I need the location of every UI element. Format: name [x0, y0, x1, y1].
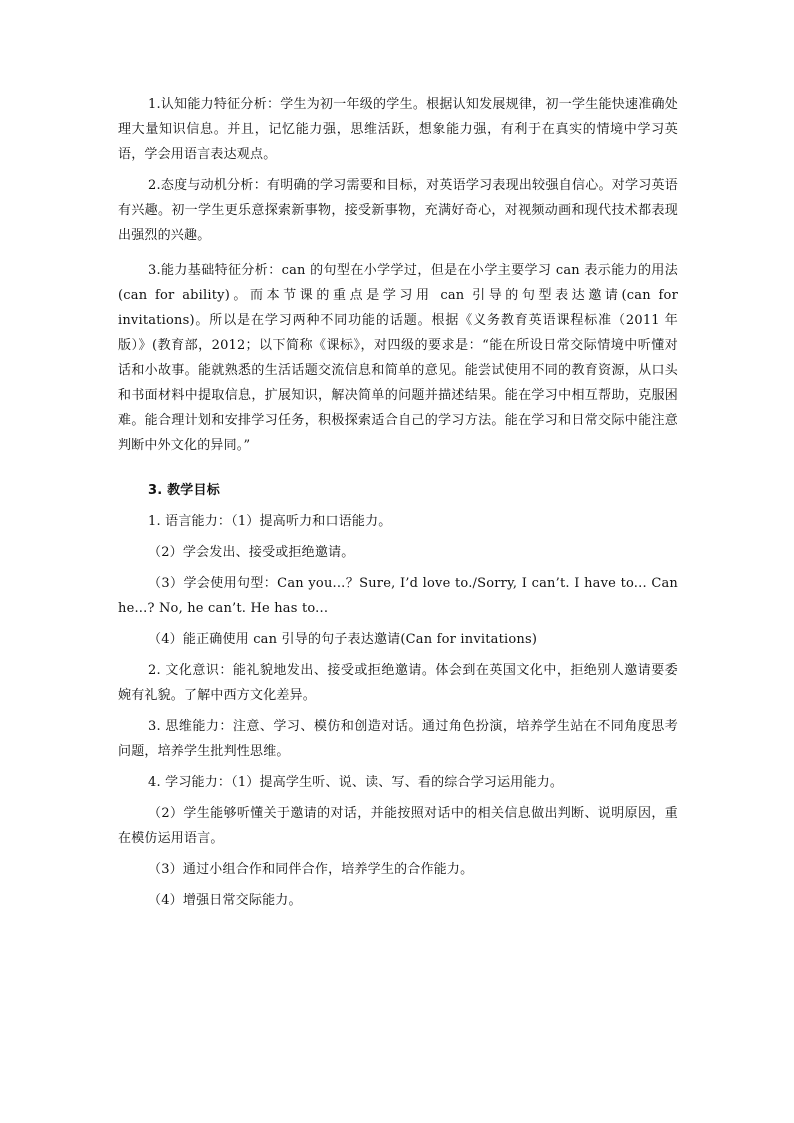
objective-learning-1: 4. 学习能力：（1）提高学生听、说、读、写、看的综合学习运用能力。 [148, 775, 564, 790]
analysis-ability-paragraph: 3.能力基础特征分析：can 的句型在小学学过，但是在小学主要学习 can 表示能力的用法(can for ability)。而本节课的重点是学习用 can 引导的句型表达邀请(can for invitations)。所以是在学习两种不同功能的话题。根据《义务教育英语课程标准（2011 年版）》(教育部，2012；以下简称《课标》，对四级的要求是：“能在所设日常交际情境中听懂对话和小故事。能就熟悉的生活话题交流信息和简单的意见。能尝试使用不同的教育资源，从口头和书面材料中提取信息，扩展知识，解决简单的问题并描述结果。能在学习中相互帮助，克服困难。能合理计划和安排学习任务，积极探索适合自己的学习方法。能在学习和日常交际中能注意判断中外文化的异同。” [118, 263, 678, 453]
objective-learning-3: （3）通过小组合作和同伴合作，培养学生的合作能力。 [148, 862, 474, 877]
analysis-attitude-paragraph: 2.态度与动机分析：有明确的学习需要和目标，对英语学习表现出较强自信心。对学习英语有兴趣。初一学生更乐意探索新事物，接受新事物，充满好奇心，对视频动画和现代技术都表现出强烈的兴趣。 [118, 178, 678, 243]
document-body [118, 92, 678, 913]
objective-language-3: （3）学会使用句型：Can you...？Sure, I’d love to./Sorry, I can’t. I have to... Can he...? No, he can’t. He has to... [118, 576, 678, 616]
objective-language-2: （2）学会发出、接受或拒绝邀请。 [148, 545, 355, 560]
objective-learning-2: （2）学生能够听懂关于邀请的对话，并能按照对话中的相关信息做出判断、说明原因，重在模仿运用语言。 [118, 806, 678, 846]
objective-learning-4: （4）增强日常交际能力。 [148, 893, 302, 908]
objectives-heading: 3. 教学目标 [148, 483, 220, 498]
objective-culture: 2. 文化意识：能礼貌地发出、接受或拒绝邀请。体会到在英国文化中，拒绝别人邀请要委婉有礼貌。了解中西方文化差异。 [118, 663, 678, 703]
objective-language-4: （4）能正确使用 can 引导的句子表达邀请(Can for invitations) [148, 632, 538, 647]
analysis-cognitive-paragraph: 1.认知能力特征分析：学生为初一年级的学生。根据认知发展规律，初一学生能快速准确处理大量知识信息。并且，记忆能力强，思维活跃，想象能力强，有利于在真实的情境中学习英语，学会用语言表达观点。 [118, 97, 678, 162]
objective-thinking: 3. 思维能力：注意、学习、模仿和创造对话。通过角色扮演，培养学生站在不同角度思考问题，培养学生批判性思维。 [118, 719, 678, 759]
objective-language-1: 1. 语言能力：（1）提高听力和口语能力。 [148, 514, 392, 529]
